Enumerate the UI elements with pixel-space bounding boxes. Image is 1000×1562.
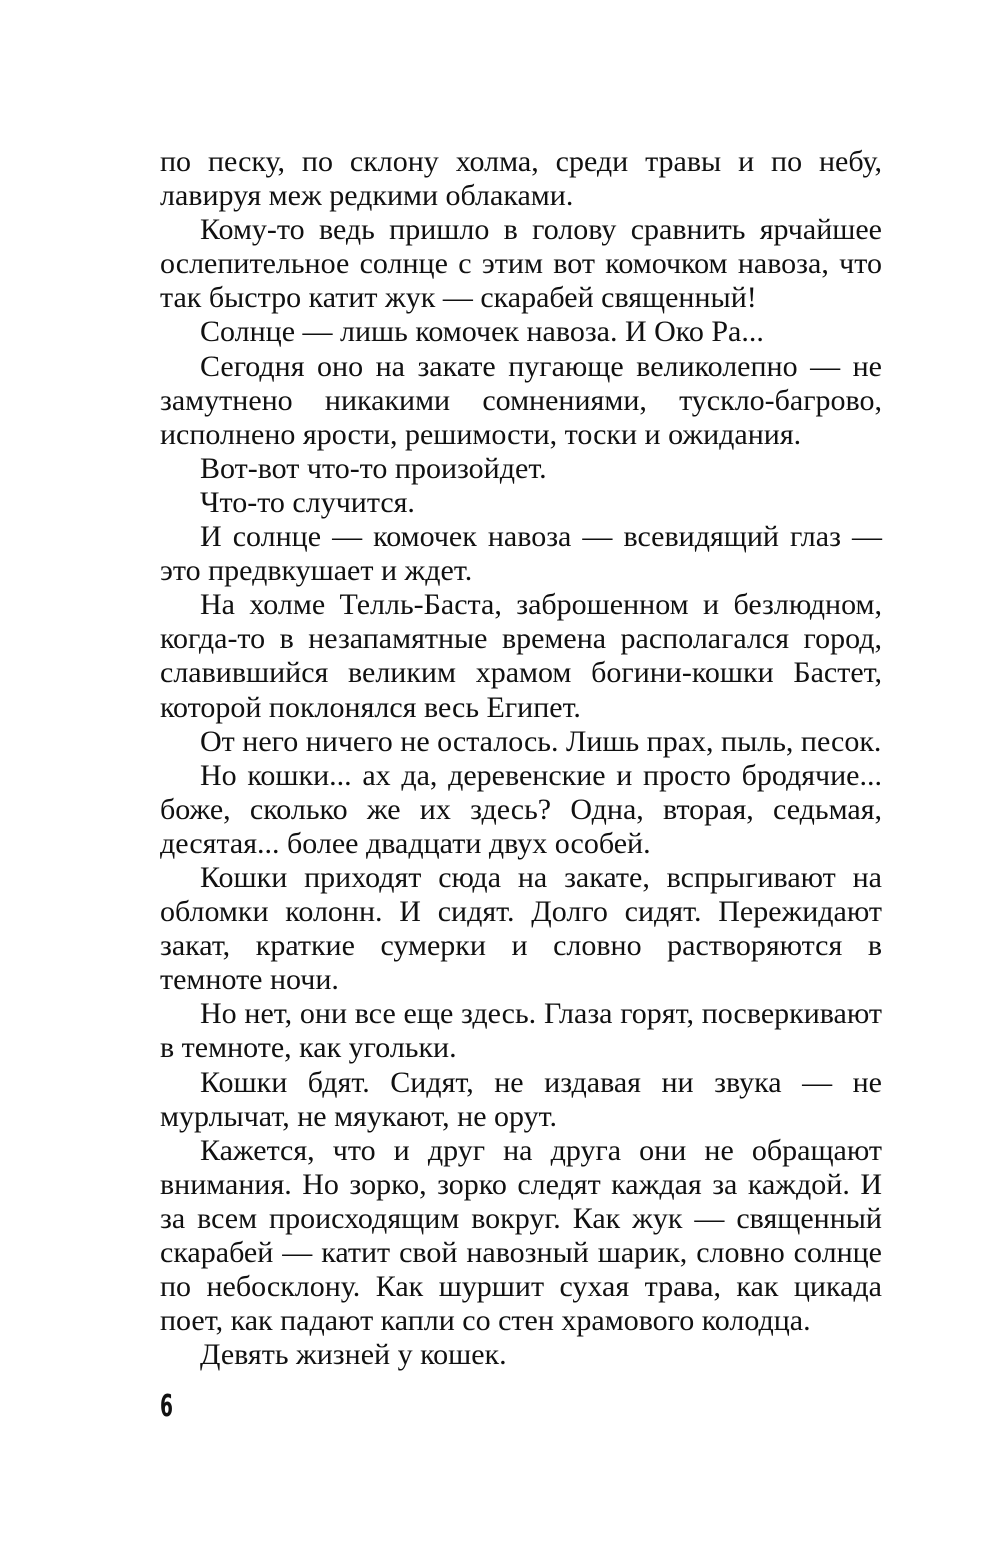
paragraph-5: Вот-вот что-то произойдет. xyxy=(200,451,547,485)
paragraph-15: Девять жизней у кошек. xyxy=(200,1338,507,1372)
paragraph-13: Кошки бдят. Сидят, не издавая ни звука — не мурлычат, не мяукают, не орут. xyxy=(160,1065,882,1133)
paragraph-8: На холме Телль-Баста, заброшенном и безлюдном, когда-то в незапамятные времена располагался город, славившийся великим храмом богини-кошки Бастет, которой поклонялся весь Египет. xyxy=(160,588,882,724)
paragraph-2: Кому-то ведь пришло в голову сравнить ярчайшее ослепительное солнце с этим вот комочком навоза, что так быстро катит жук — скарабей священный! xyxy=(160,213,882,315)
paragraph-12: Но нет, они все еще здесь. Глаза горят, посверкивают в темноте, как угольки. xyxy=(160,997,882,1065)
paragraph-11: Кошки приходят сюда на закате, вспрыгивают на обломки колонн. И сидят. Долго сидят. Пережидают закат, краткие сумерки и словно растворяются в темноте ночи. xyxy=(160,860,882,997)
paragraph-6: Что-то случится. xyxy=(200,485,415,519)
page-number: 6 xyxy=(160,1389,173,1424)
paragraph-4: Сегодня оно на закате пугающе великолепно — не замутнено никакими сомнениями, тускло-багрово, исполнено ярости, решимости, тоски и ожидания. xyxy=(160,349,882,451)
paragraph-3: Солнце — лишь комочек навоза. И Око Ра... xyxy=(200,315,764,349)
paragraph-10: Но кошки... ах да, деревенские и просто бродячие... боже, сколько же их здесь? Одна, вторая, седьмая, десятая... более двадцати двух особей. xyxy=(160,758,882,860)
paragraph-1: по песку, по склону холма, среди травы и по небу, лавируя меж редкими облаками. xyxy=(160,145,882,213)
page-body xyxy=(160,145,882,1372)
paragraph-14: Кажется, что и друг на друга они не обращают внимания. Но зорко, зорко следят каждая за каждой. И за всем происходящим вокруг. Как жук — священный скарабей — катит свой навозный шарик, словно солнце по небосклону. Как шуршит сухая трава, как цикада поет, как падают капли со стен храмового колодца. xyxy=(160,1133,882,1338)
paragraph-9: От него ничего не осталось. Лишь прах, пыль, песок. xyxy=(200,724,882,758)
paragraph-7: И солнце — комочек навоза — всевидящий глаз — это предвкушает и ждет. xyxy=(160,520,882,588)
